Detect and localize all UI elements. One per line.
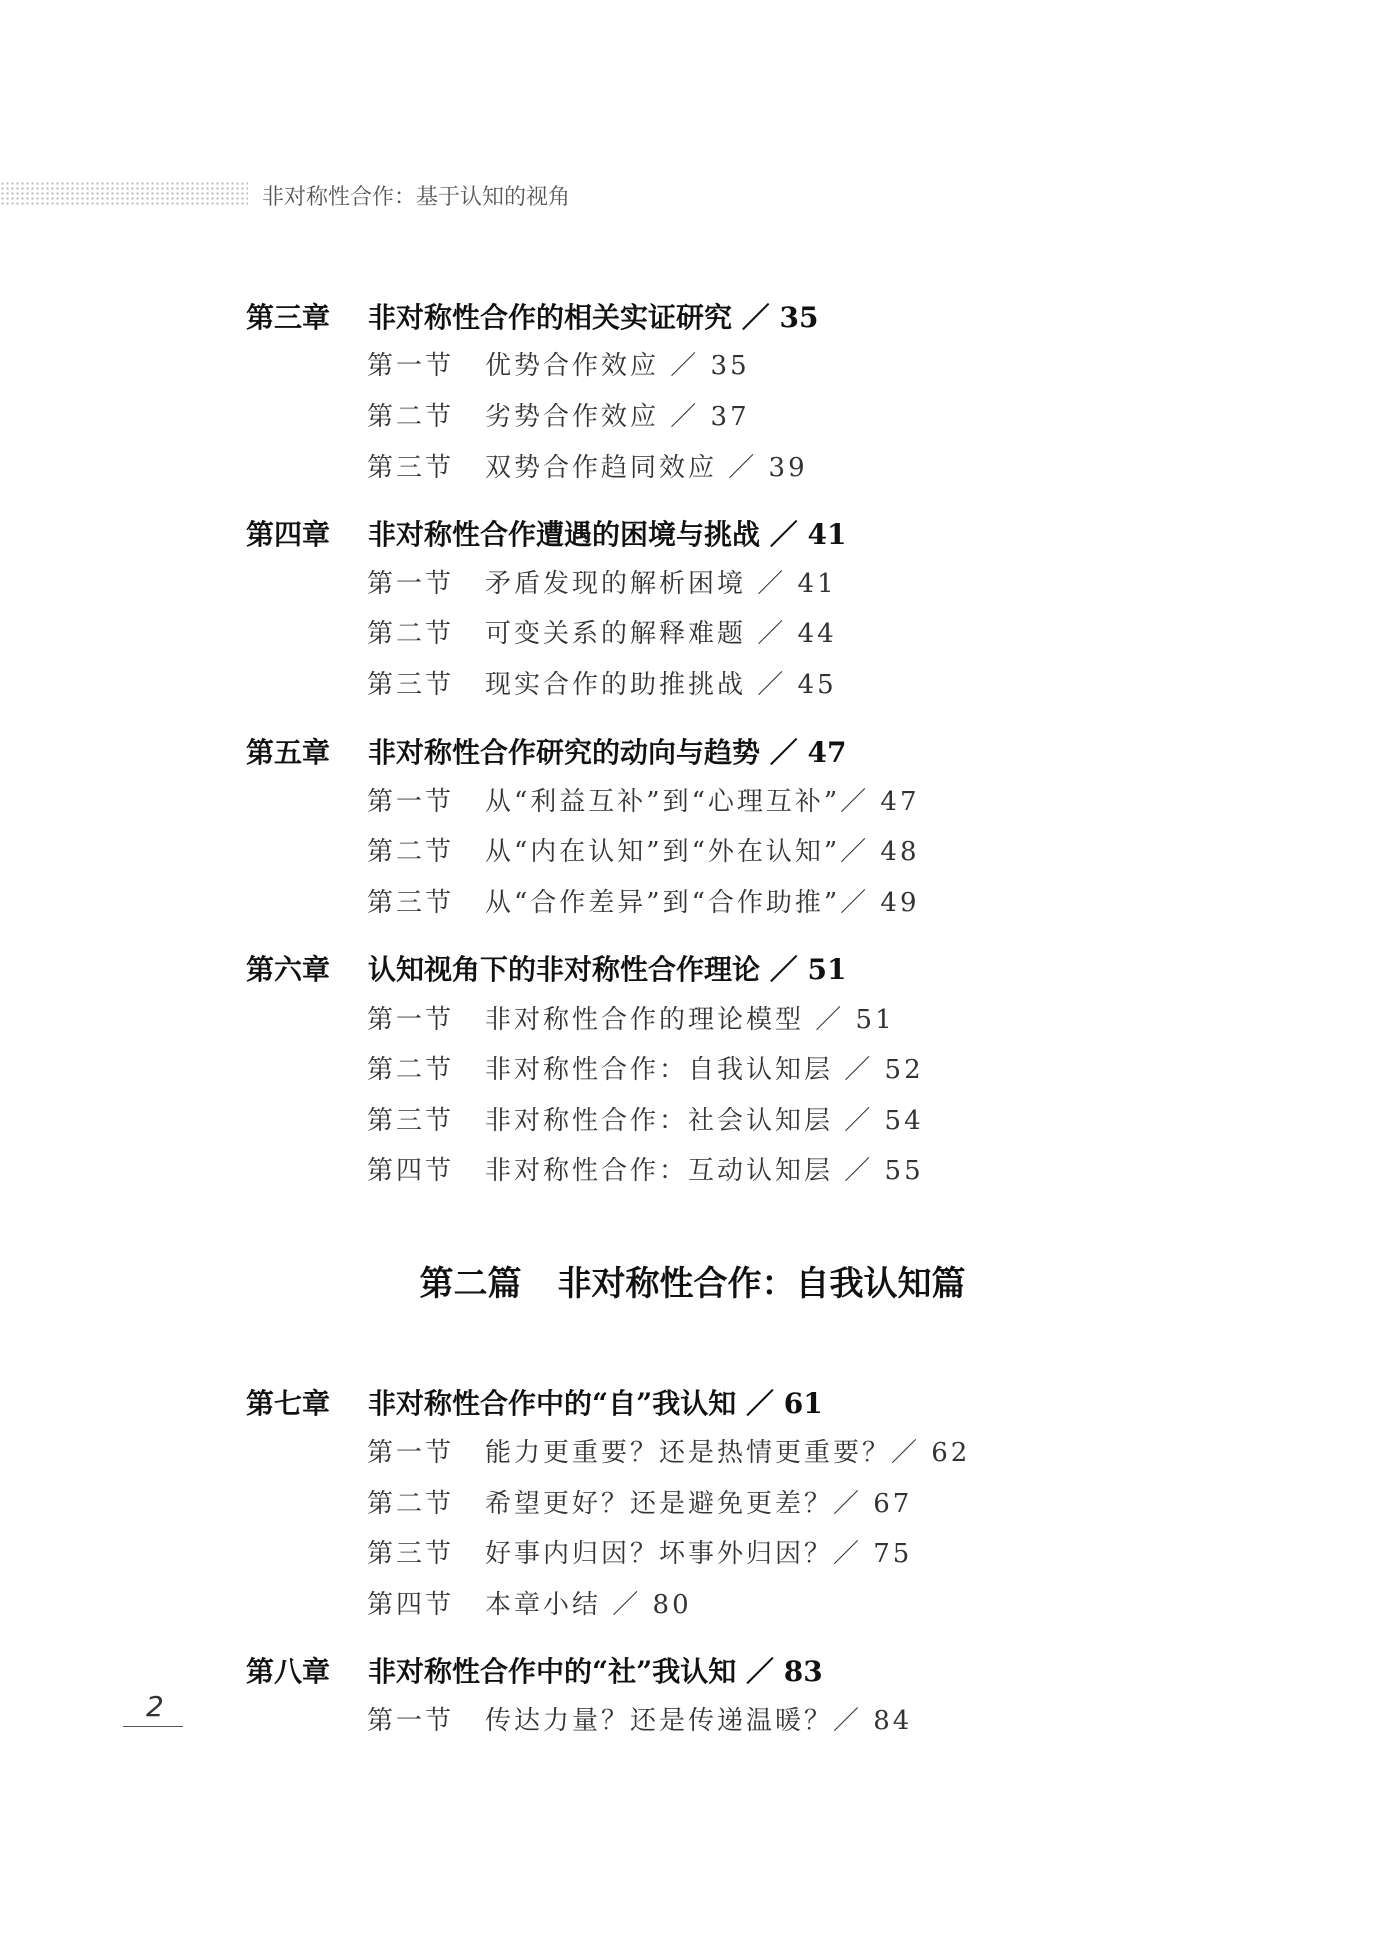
section-title: 非对称性合作：互动认知层 ／ 55 [485, 1156, 924, 1186]
section-entry [367, 1700, 912, 1737]
section-number: 第四节 [367, 1590, 455, 1620]
section-number: 第三节 [367, 888, 455, 918]
header-dot-band [0, 181, 248, 207]
page-number: 2 [146, 1690, 164, 1723]
section-entry [367, 1483, 912, 1520]
section-number: 第一节 [367, 351, 455, 381]
section-entry [367, 345, 750, 382]
section-title: 优势合作效应 ／ 35 [485, 351, 750, 381]
chapter-number: 第三章 [246, 301, 331, 334]
section-entry [367, 447, 808, 484]
section-entry [367, 1432, 970, 1469]
section-number: 第三节 [367, 670, 455, 700]
chapter-title: 非对称性合作中的“社”我认知 ／ 83 [368, 1655, 823, 1688]
section-title: 非对称性合作：社会认知层 ／ 54 [485, 1106, 924, 1136]
section-number: 第二节 [367, 619, 455, 649]
section-number: 第四节 [367, 1156, 455, 1186]
section-number: 第三节 [367, 1106, 455, 1136]
section-title: 双势合作趋同效应 ／ 39 [485, 453, 808, 483]
chapter-title: 非对称性合作的相关实证研究 ／ 35 [368, 301, 819, 334]
section-entry [367, 999, 895, 1036]
chapter-number: 第八章 [246, 1655, 331, 1688]
section-title: 矛盾发现的解析困境 ／ 41 [485, 569, 837, 599]
page-number-rule [123, 1726, 183, 1727]
chapter-entry [246, 513, 846, 553]
section-title: 可变关系的解释难题 ／ 44 [485, 619, 837, 649]
section-entry [367, 396, 750, 433]
chapter-title: 非对称性合作遭遇的困境与挑战 ／ 41 [368, 518, 847, 551]
section-title: 现实合作的助推挑战 ／ 45 [485, 670, 837, 700]
section-title: 本章小结 ／ 80 [485, 1590, 692, 1620]
section-entry [367, 563, 837, 600]
chapter-entry [246, 948, 846, 988]
section-entry [367, 613, 837, 650]
section-number: 第二节 [367, 402, 455, 432]
section-title: 从“合作差异”到“合作助推”／ 49 [485, 888, 920, 918]
section-title: 非对称性合作的理论模型 ／ 51 [485, 1005, 895, 1035]
section-entry [367, 1100, 924, 1137]
section-number: 第二节 [367, 1055, 455, 1085]
section-title: 从“利益互补”到“心理互补”／ 47 [485, 787, 920, 817]
section-number: 第一节 [367, 1005, 455, 1035]
section-entry [367, 831, 920, 868]
section-entry [367, 1150, 924, 1187]
chapter-entry [246, 1650, 823, 1690]
section-number: 第一节 [367, 569, 455, 599]
section-entry [367, 882, 920, 919]
part-number: 第二篇 [419, 1264, 522, 1304]
section-entry [367, 781, 920, 818]
section-number: 第三节 [367, 453, 455, 483]
section-number: 第一节 [367, 1438, 455, 1468]
chapter-title: 非对称性合作中的“自”我认知 ／ 61 [368, 1387, 823, 1420]
chapter-number: 第四章 [246, 518, 331, 551]
chapter-number: 第六章 [246, 953, 331, 986]
chapter-title: 认知视角下的非对称性合作理论 ／ 51 [368, 953, 847, 986]
chapter-number: 第七章 [246, 1387, 331, 1420]
section-number: 第三节 [367, 1539, 455, 1569]
section-entry [367, 1533, 912, 1570]
section-number: 第二节 [367, 837, 455, 867]
section-number: 第一节 [367, 787, 455, 817]
chapter-number: 第五章 [246, 736, 331, 769]
chapter-entry [246, 296, 818, 336]
section-entry [367, 1584, 692, 1621]
section-title: 劣势合作效应 ／ 37 [485, 402, 750, 432]
section-title: 非对称性合作：自我认知层 ／ 52 [485, 1055, 924, 1085]
section-title: 希望更好？还是避免更差？／ 67 [485, 1489, 913, 1519]
part-title: 非对称性合作：自我认知篇 [557, 1264, 966, 1304]
chapter-entry [246, 1382, 823, 1422]
chapter-title: 非对称性合作研究的动向与趋势 ／ 47 [368, 736, 847, 769]
section-title: 传达力量？还是传递温暖？／ 84 [485, 1706, 913, 1736]
section-title: 从“内在认知”到“外在认知”／ 48 [485, 837, 920, 867]
section-title: 好事内归因？坏事外归因？／ 75 [485, 1539, 913, 1569]
section-number: 第二节 [367, 1489, 455, 1519]
section-entry [367, 664, 837, 701]
section-entry [367, 1049, 924, 1086]
running-head: 非对称性合作：基于认知的视角 [262, 185, 571, 210]
section-title: 能力更重要？还是热情更重要？／ 62 [485, 1438, 971, 1468]
part-heading [0, 1256, 1385, 1305]
section-number: 第一节 [367, 1706, 455, 1736]
chapter-entry [246, 731, 846, 771]
